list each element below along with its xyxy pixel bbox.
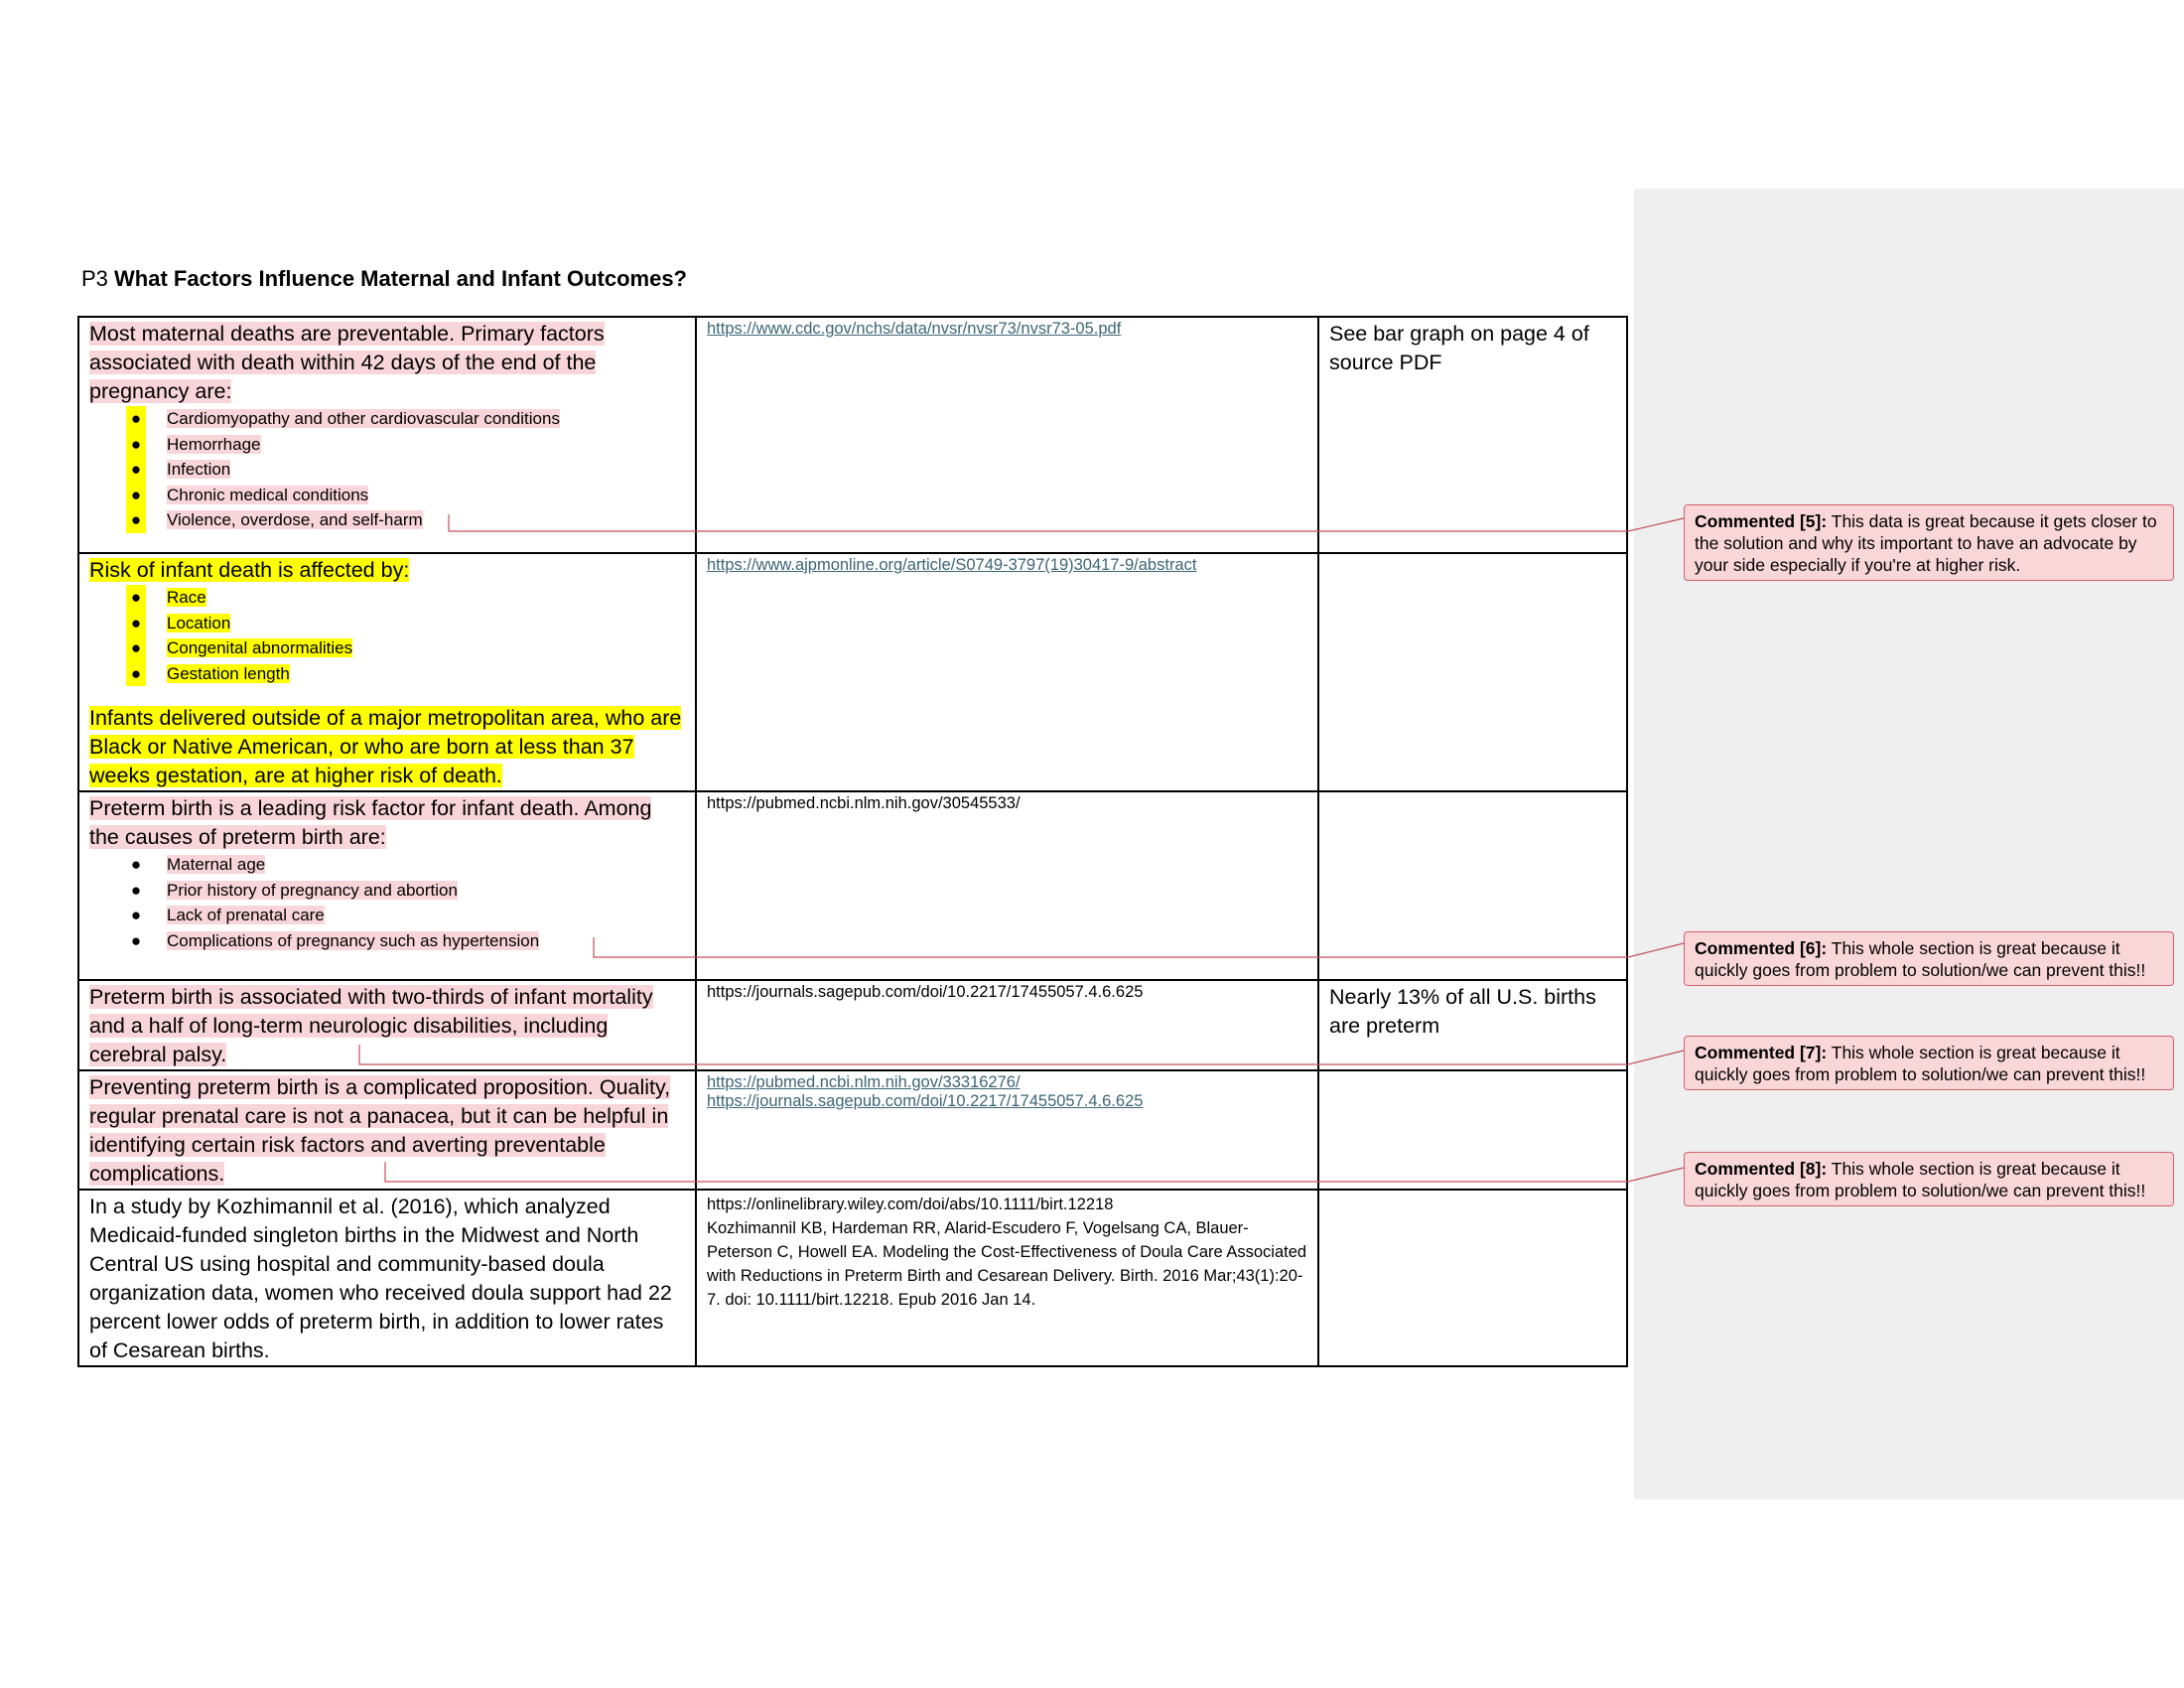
bullet-icon: ● bbox=[126, 507, 146, 533]
list-item: ● Hemorrhage bbox=[89, 432, 685, 458]
bullet-icon: ● bbox=[126, 611, 146, 636]
list-item: ● Race bbox=[89, 585, 685, 611]
bullet-icon: ● bbox=[126, 432, 146, 458]
bullet-icon: ● bbox=[126, 661, 146, 687]
comment-balloon[interactable] bbox=[1684, 504, 2174, 581]
source-link[interactable]: https://www.ajpmonline.org/article/S0749-3797(19)30417-9/abstract bbox=[707, 556, 1197, 574]
factors-table bbox=[77, 316, 1628, 1367]
note-cell bbox=[1318, 553, 1627, 791]
list-item: ● Chronic medical conditions bbox=[89, 483, 685, 508]
list-item: ● Complications of pregnancy such as hypertension bbox=[89, 928, 685, 954]
list-item: ● Cardiomyopathy and other cardiovascular conditions bbox=[89, 406, 685, 432]
list-item: ● Lack of prenatal care bbox=[89, 903, 685, 928]
list-item: ● Maternal age bbox=[89, 852, 685, 878]
table-row bbox=[78, 791, 1627, 980]
bullet-icon: ● bbox=[126, 483, 146, 508]
finding-cell bbox=[78, 553, 696, 791]
note-cell bbox=[1318, 317, 1627, 553]
comment-label: Commented [5]: bbox=[1695, 511, 1828, 531]
list-item: ● Prior history of pregnancy and abortion bbox=[89, 878, 685, 904]
source-url: https://pubmed.ncbi.nlm.nih.gov/30545533/ bbox=[707, 794, 1021, 812]
finding-cell bbox=[78, 1190, 696, 1366]
comment-label: Commented [8]: bbox=[1695, 1159, 1828, 1179]
source-link[interactable]: https://pubmed.ncbi.nlm.nih.gov/33316276/ bbox=[707, 1073, 1021, 1091]
comment-balloon[interactable] bbox=[1684, 1152, 2174, 1206]
source-cell bbox=[696, 553, 1318, 791]
source-cell bbox=[696, 1190, 1318, 1366]
source-cell bbox=[696, 1070, 1318, 1190]
table-row bbox=[78, 317, 1627, 553]
comment-text: This whole section is great because it quickly goes from problem to solution/we can prevent this!! bbox=[1695, 1043, 2146, 1084]
comment-text: This data is great because it gets closer to the solution and why its important to have an advocate by your side especially if you're at higher risk. bbox=[1695, 511, 2157, 575]
bullet-icon: ● bbox=[130, 906, 142, 924]
finding-text: Preventing preterm birth is a complicated proposition. Quality, regular prenatal care is not a panacea, but it can be helpful in identifying certain risk factors and averting preventable complications. bbox=[89, 1075, 671, 1186]
bullet-list bbox=[89, 406, 685, 533]
comment-text: This whole section is great because it quickly goes from problem to solution/we can prevent this!! bbox=[1695, 1159, 2146, 1200]
note-cell bbox=[1318, 1190, 1627, 1366]
finding-cell bbox=[78, 1070, 696, 1190]
comment-margin-pane bbox=[1634, 189, 2184, 1499]
source-url: https://onlinelibrary.wiley.com/doi/abs/10.1111/birt.12218 bbox=[707, 1196, 1114, 1213]
list-item: ● Location bbox=[89, 611, 685, 636]
note-cell bbox=[1318, 791, 1627, 980]
table-row bbox=[78, 553, 1627, 791]
finding-text: Most maternal deaths are preventable. Primary factors associated with death within 42 days of the end of the pregnancy are: bbox=[89, 322, 605, 403]
citation-text: Kozhimannil KB, Hardeman RR, Alarid-Escudero F, Vogelsang CA, Blauer-Peterson C, Howell EA. Modeling the Cost-Effectiveness of Doula Care Associated with Reductions in Preterm Birth and Cesarean Delivery. Birth. 2016 Mar;43(1):20-7. doi: 10.1111/birt.12218. Epub 2016 Jan 14. bbox=[707, 1219, 1307, 1309]
note-cell bbox=[1318, 980, 1627, 1070]
page-title: P3 What Factors Influence Maternal and Infant Outcomes? bbox=[81, 266, 687, 291]
comment-label: Commented [7]: bbox=[1695, 1043, 1828, 1062]
list-item: ● Infection bbox=[89, 457, 685, 483]
comment-label: Commented [6]: bbox=[1695, 938, 1828, 958]
bullet-icon: ● bbox=[130, 855, 142, 874]
table-row bbox=[78, 1190, 1627, 1366]
table-row bbox=[78, 1070, 1627, 1190]
finding-text: In a study by Kozhimannil et al. (2016), which analyzed Medicaid-funded singleton births in the Midwest and North Central US using hospital and community-based doula organization data, women who received doula support had 22 percent lower odds of preterm birth, in addition to lower rates of Cesarean births. bbox=[89, 1195, 672, 1362]
source-cell bbox=[696, 980, 1318, 1070]
bullet-icon: ● bbox=[130, 880, 142, 900]
bullet-icon: ● bbox=[126, 406, 146, 432]
comment-text: This whole section is great because it quickly goes from problem to solution/we can prevent this!! bbox=[1695, 938, 2146, 980]
finding-text: Risk of infant death is affected by: bbox=[89, 558, 410, 582]
bullet-icon: ● bbox=[126, 585, 146, 611]
finding-text: Preterm birth is a leading risk factor for infant death. Among the causes of preterm birth are: bbox=[89, 796, 652, 849]
list-item: ● Violence, overdose, and self-harm bbox=[89, 507, 685, 533]
note-cell bbox=[1318, 1070, 1627, 1190]
comment-balloon[interactable] bbox=[1684, 1036, 2174, 1090]
table-row bbox=[78, 980, 1627, 1070]
bullet-icon: ● bbox=[126, 457, 146, 483]
comment-balloon[interactable] bbox=[1684, 931, 2174, 986]
finding-cell bbox=[78, 791, 696, 980]
bullet-icon: ● bbox=[126, 635, 146, 661]
source-cell bbox=[696, 317, 1318, 553]
bullet-list bbox=[89, 585, 685, 686]
bullet-list bbox=[89, 852, 685, 953]
finding-summary: Infants delivered outside of a major metropolitan area, who are Black or Native American, or who are born at less than 37 weeks gestation, are at higher risk of death. bbox=[89, 706, 682, 787]
source-cell bbox=[696, 791, 1318, 980]
bullet-icon: ● bbox=[130, 930, 142, 950]
source-link[interactable]: https://journals.sagepub.com/doi/10.2217/17455057.4.6.625 bbox=[707, 1092, 1144, 1110]
list-item: ● Gestation length bbox=[89, 661, 685, 687]
finding-cell bbox=[78, 317, 696, 553]
finding-cell bbox=[78, 980, 696, 1070]
finding-text: Preterm birth is associated with two-thirds of infant mortality and a half of long-term neurologic disabilities, including cerebral palsy. bbox=[89, 985, 653, 1066]
list-item: ● Congenital abnormalities bbox=[89, 635, 685, 661]
note-text: Nearly 13% of all U.S. births are preterm bbox=[1329, 985, 1596, 1038]
source-link[interactable]: https://www.cdc.gov/nchs/data/nvsr/nvsr73/nvsr73-05.pdf bbox=[707, 320, 1122, 338]
note-text: See bar graph on page 4 of source PDF bbox=[1329, 322, 1589, 374]
source-url: https://journals.sagepub.com/doi/10.2217/17455057.4.6.625 bbox=[707, 983, 1144, 1001]
